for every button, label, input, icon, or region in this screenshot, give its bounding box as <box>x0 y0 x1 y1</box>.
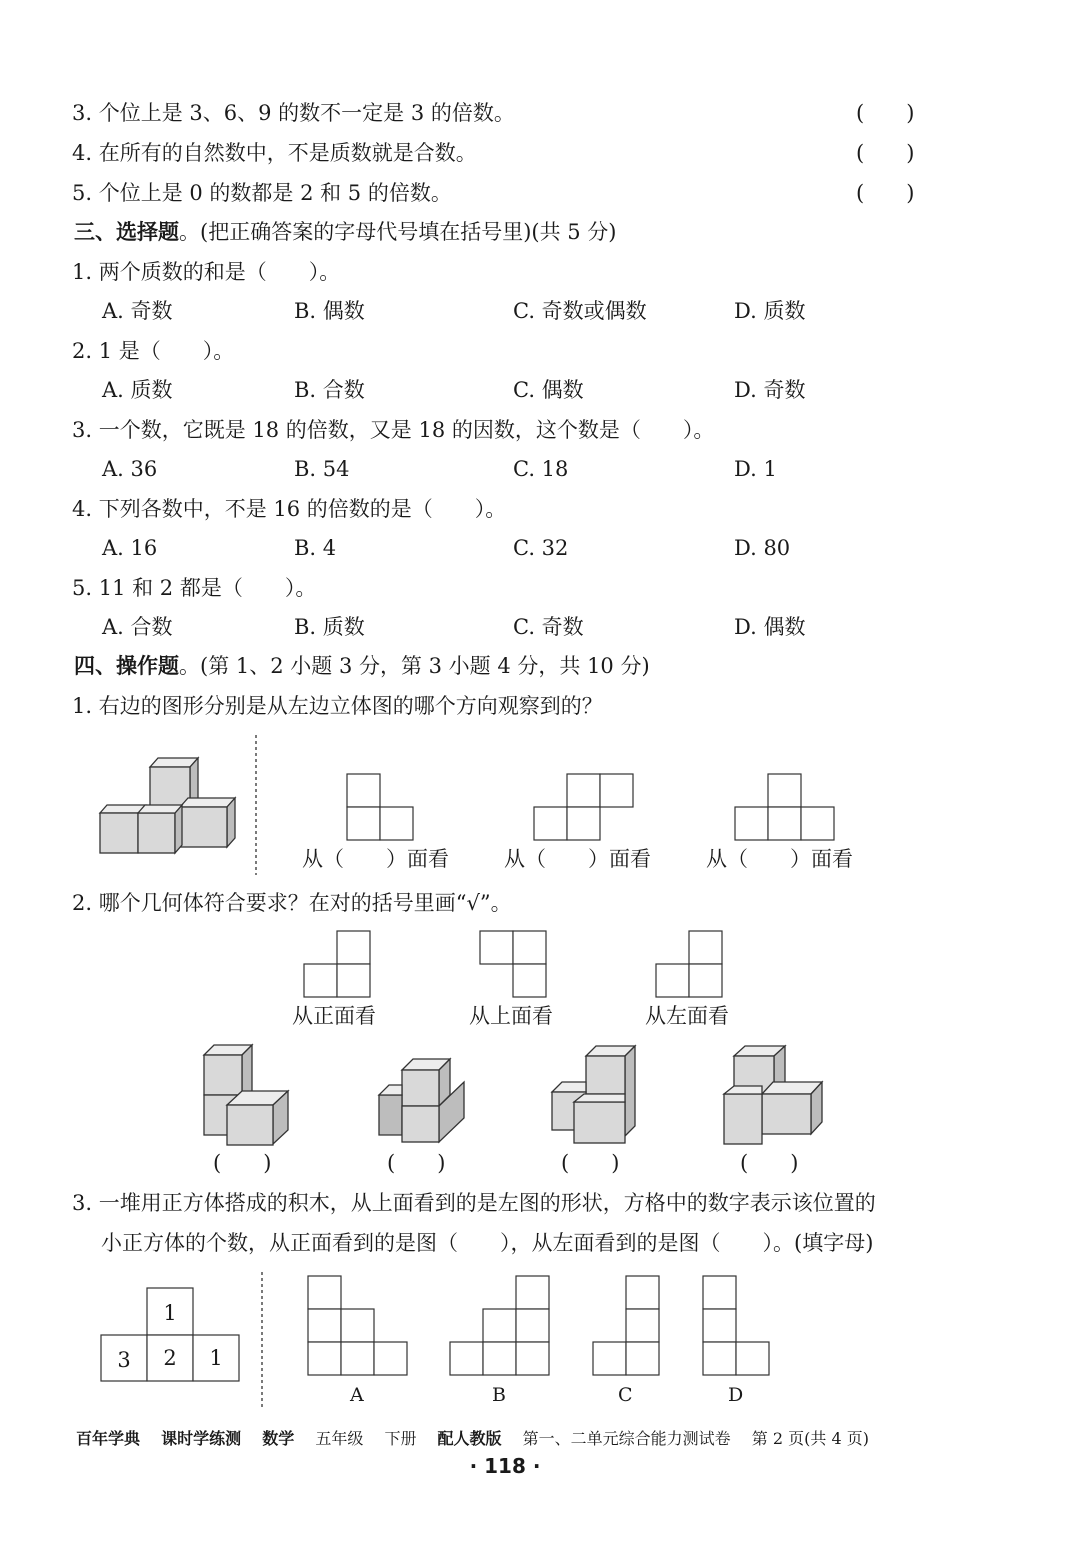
footer-grade: 五年级 <box>315 1429 364 1448</box>
option-b[interactable]: B. 54 <box>294 457 350 481</box>
front-view-label: 从正面看 <box>292 1004 376 1028</box>
left-view-label: 从左面看 <box>645 1004 729 1028</box>
option-c[interactable]: C. 18 <box>513 457 569 481</box>
solid-option-1 <box>200 1042 295 1146</box>
choice-label-c: C <box>618 1384 633 1406</box>
choice-label-a: A <box>350 1384 364 1406</box>
footer-page-info: 第 2 页(共 4 页) <box>751 1429 869 1448</box>
grid-count: 1 <box>209 1346 223 1370</box>
answer-bracket[interactable]: ( ) <box>856 141 915 165</box>
top-view-label: 从上面看 <box>469 1004 553 1028</box>
option-c[interactable]: C. 32 <box>513 536 569 560</box>
option-c[interactable]: C. 奇数或偶数 <box>513 299 647 323</box>
choice-question-3: 3. 一个数，它既是 18 的倍数，又是 18 的因数，这个数是（ ）。 <box>72 418 715 442</box>
option-a[interactable]: A. 36 <box>102 457 158 481</box>
divider-line <box>261 1272 265 1410</box>
option-a[interactable]: A. 合数 <box>102 615 173 639</box>
answer-bracket[interactable]: ( ) <box>387 1151 446 1175</box>
section-heading-choice <box>74 219 616 245</box>
answer-bracket[interactable]: ( ) <box>856 181 915 205</box>
choice-figure-b <box>449 1275 551 1376</box>
judge-question-5: 5. 个位上是 0 的数都是 2 和 5 的倍数。 <box>72 181 452 205</box>
option-a[interactable]: A. 质数 <box>102 378 173 402</box>
page-number: · 118 · <box>469 1454 541 1478</box>
front-view-figure <box>303 930 373 998</box>
section-title: 四、操作题 <box>74 654 179 678</box>
footer-brand: 百年学典 <box>76 1429 141 1448</box>
view-figure-1 <box>346 773 416 841</box>
section-note: 。(第 1、2 小题 3 分，第 3 小题 4 分，共 10 分) <box>179 654 650 678</box>
answer-bracket[interactable]: ( ) <box>561 1151 620 1175</box>
view-figure-2 <box>533 773 635 841</box>
choice-figure-d <box>702 1275 772 1376</box>
solid-option-2 <box>376 1055 468 1147</box>
option-c[interactable]: C. 奇数 <box>513 615 584 639</box>
option-d[interactable]: D. 质数 <box>734 299 806 323</box>
direction-answer-2[interactable]: 从（ ）面看 <box>504 847 651 871</box>
choice-question-5: 5. 11 和 2 都是（ ）。 <box>72 576 317 600</box>
answer-bracket[interactable]: ( ) <box>856 101 915 125</box>
choice-question-2: 2. 1 是（ ）。 <box>72 339 235 363</box>
section-note: 。(把正确答案的字母代号填在括号里)(共 5 分) <box>179 220 617 244</box>
section-title: 三、选择题 <box>74 220 179 244</box>
grid-count: 1 <box>163 1301 177 1325</box>
footer-volume: 下册 <box>384 1429 417 1448</box>
cube-solid-figure <box>95 750 245 860</box>
choice-figure-c <box>592 1275 662 1376</box>
solid-option-3 <box>550 1044 640 1146</box>
judge-question-3: 3. 个位上是 3、6、9 的数不一定是 3 的倍数。 <box>72 101 515 125</box>
choice-question-1: 1. 两个质数的和是（ ）。 <box>72 260 341 284</box>
direction-answer-3[interactable]: 从（ ）面看 <box>706 847 853 871</box>
option-b[interactable]: B. 合数 <box>294 378 365 402</box>
choice-label-d: D <box>728 1384 744 1406</box>
top-view-count-grid <box>100 1287 242 1383</box>
left-view-figure <box>655 930 725 998</box>
footer-test-name: 第一、二单元综合能力测试卷 <box>522 1429 731 1448</box>
choice-question-4: 4. 下列各数中，不是 16 的倍数的是（ ）。 <box>72 497 507 521</box>
operation-question-2: 2. 哪个几何体符合要求？在对的括号里画“√”。 <box>72 891 512 915</box>
option-d[interactable]: D. 1 <box>734 457 777 481</box>
answer-bracket[interactable]: ( ) <box>213 1151 272 1175</box>
operation-question-1: 1. 右边的图形分别是从左边立体图的哪个方向观察到的？ <box>72 694 603 718</box>
option-a[interactable]: A. 奇数 <box>102 299 173 323</box>
operation-question-3-line1: 3. 一堆用正方体搭成的积木，从上面看到的是左图的形状，方格中的数字表示该位置的 <box>72 1191 876 1215</box>
solid-option-4 <box>722 1044 826 1146</box>
divider-line <box>255 735 259 875</box>
option-b[interactable]: B. 质数 <box>294 615 365 639</box>
option-c[interactable]: C. 偶数 <box>513 378 584 402</box>
option-d[interactable]: D. 偶数 <box>734 615 806 639</box>
top-view-figure <box>479 930 549 998</box>
grid-count: 2 <box>163 1346 177 1370</box>
direction-answer-1[interactable]: 从（ ）面看 <box>302 847 449 871</box>
grid-count: 3 <box>117 1348 131 1372</box>
option-a[interactable]: A. 16 <box>102 536 158 560</box>
footer-series: 课时学练测 <box>161 1429 242 1448</box>
view-figure-3 <box>734 773 836 841</box>
option-b[interactable]: B. 偶数 <box>294 299 365 323</box>
footer-edition: 配人教版 <box>437 1429 502 1448</box>
answer-bracket[interactable]: ( ) <box>740 1151 799 1175</box>
section-heading-operation <box>74 653 650 679</box>
choice-label-b: B <box>492 1384 506 1406</box>
page-footer <box>76 1428 885 1450</box>
option-d[interactable]: D. 80 <box>734 536 791 560</box>
choice-figure-a <box>307 1275 409 1376</box>
judge-question-4: 4. 在所有的自然数中，不是质数就是合数。 <box>72 141 477 165</box>
option-d[interactable]: D. 奇数 <box>734 378 806 402</box>
footer-subject: 数学 <box>262 1429 295 1448</box>
option-b[interactable]: B. 4 <box>294 536 337 560</box>
operation-question-3-line2: 小正方体的个数，从正面看到的是图（ ），从左面看到的是图（ ）。(填字母) <box>101 1231 874 1255</box>
